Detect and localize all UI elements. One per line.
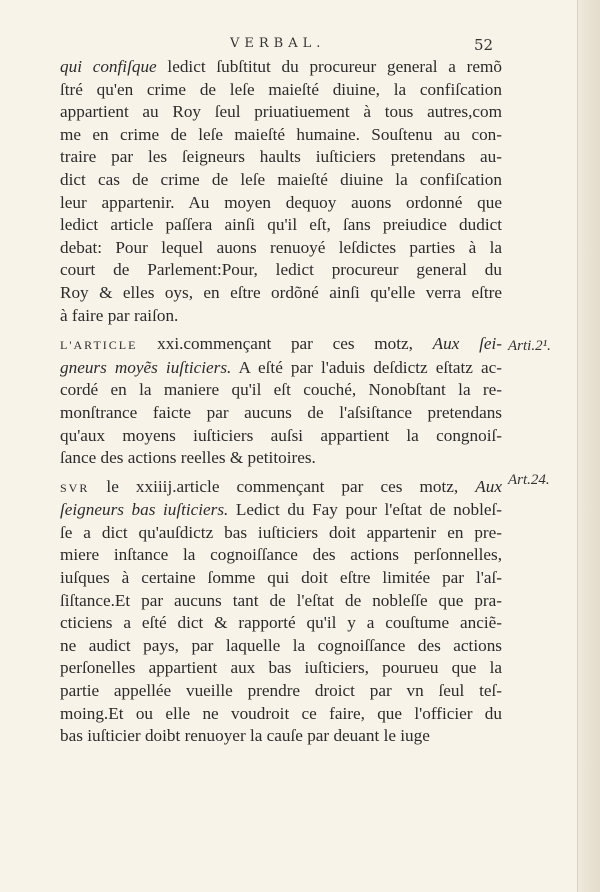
text-segment: Aux <box>475 476 502 496</box>
text-segment: me en crime de leſe maieſté humaine. Souſtenu au con- <box>60 124 502 144</box>
text-line <box>60 146 502 169</box>
margin-note-article-24: Art.24. <box>508 472 550 488</box>
text-line <box>60 657 502 680</box>
text-line <box>60 522 502 545</box>
text-line <box>60 192 502 215</box>
text-segment: appartient au Roy ſeul priuatiuement à tous autres,com <box>60 102 502 122</box>
text-segment: xxi.commençant par ces motz, <box>137 334 433 354</box>
text-segment: miere inſtance la cognoiſſance des actions perſonnelles, <box>60 545 502 565</box>
text-segment: qu'aux moyens iuſticiers auſsi appartient la congnoiſ- <box>60 425 502 445</box>
text-line <box>60 282 502 305</box>
text-segment: cordé en la maniere qu'il eſt couché, Nonobſtant la re- <box>60 380 502 400</box>
text-line <box>60 402 502 425</box>
text-segment: iuſques à certaine ſomme qui doit eſtre limitée par l'aſ- <box>60 568 502 588</box>
text-segment: Ledict du Fay pour l'eſtat de nobleſ- <box>228 500 502 520</box>
margin-note-article-21: Arti.2¹. <box>508 338 551 354</box>
text-segment: ſtré qu'en crime de leſe maieſté diuine, la confiſcation <box>60 79 502 99</box>
text-line <box>60 680 502 703</box>
text-segment: ledict ſubſtitut du procureur general a remõ <box>156 57 502 76</box>
text-segment: debat: Pour lequel auons renuoyé leſdictes parties à la <box>60 237 502 257</box>
text-segment: traire par les ſeigneurs haults iuſticiers pretendans au- <box>60 147 502 167</box>
text-segment: Aux ſei- <box>432 334 502 354</box>
text-line <box>60 499 502 522</box>
text-line <box>60 169 502 192</box>
text-line <box>60 124 502 147</box>
text-segment: court de Parlement:Pour, ledict procureur general du <box>60 260 502 280</box>
paragraph <box>60 333 502 470</box>
text-segment: à faire par raiſon. <box>60 305 179 325</box>
text-line <box>60 447 502 470</box>
running-header: VERBAL. <box>230 36 326 51</box>
text-line <box>60 237 502 260</box>
text-segment: le xxiiij.article commençant par ces motz, <box>89 476 476 496</box>
text-segment: dict cas de crime de leſe maieſté diuine la confiſcation <box>60 169 502 189</box>
paragraph <box>60 476 502 748</box>
text-segment: qui confiſque <box>60 57 157 76</box>
text-line <box>60 567 502 590</box>
text-line <box>60 259 502 282</box>
text-line <box>60 101 502 124</box>
text-line <box>60 703 502 726</box>
text-segment: A eſté par l'aduis deſdictz eſtatz ac- <box>231 357 502 377</box>
text-line <box>60 79 502 102</box>
text-segment: monſtrance faicte par aucuns de l'aſsiſtance pretendans <box>60 402 502 422</box>
text-segment: Roy & elles oys, en eſtre ordõné ainſi qu'elle verra eſtre <box>60 282 502 302</box>
text-line <box>60 379 502 402</box>
text-line <box>60 214 502 237</box>
text-segment: gneurs moyẽs iuſticiers. <box>60 357 232 377</box>
page-edge <box>577 0 600 892</box>
text-line <box>60 725 502 748</box>
paragraph <box>60 56 502 327</box>
page-number: 52 <box>474 36 494 54</box>
text-line <box>60 544 502 567</box>
text-segment: ſiſtance.Et par aucuns tant de l'eſtat de nobleſſe que pra- <box>60 590 502 610</box>
text-segment: cticiens a eſté dict & rapporté qu'il y a couſtume anciẽ- <box>60 613 502 633</box>
text-segment: ſance des actions reelles & petitoires. <box>60 448 316 468</box>
text-segment: L'ARTICLE <box>60 338 138 353</box>
text-segment: ſe a dict qu'auſdictz bas iuſticiers doit appartenir en pre- <box>60 522 502 542</box>
text-line <box>60 333 502 357</box>
text-segment: ledict article paſſera ainſi qu'il eſt, ſans preiudice dudict <box>60 215 502 235</box>
text-segment: bas iuſticier doibt renuoyer la cauſe par deuant le iuge <box>60 726 430 746</box>
text-segment: ne audict pays, par laquelle la cognoiſſance des actions <box>60 635 502 655</box>
text-line <box>60 612 502 635</box>
text-line <box>60 635 502 658</box>
text-line <box>60 425 502 448</box>
text-segment: SVR <box>60 480 90 495</box>
text-line <box>60 305 502 328</box>
body-text <box>60 56 502 748</box>
text-line <box>60 357 502 380</box>
text-segment: partie appellée vueille prendre droict par vn ſeul teſ- <box>60 681 502 701</box>
text-segment: moing.Et ou elle ne voudroit ce faire, que l'officier du <box>60 703 502 723</box>
text-line <box>60 590 502 613</box>
text-segment: ſeigneurs bas iuſticiers. <box>60 500 229 520</box>
text-line <box>60 56 502 79</box>
text-segment: perſonelles appartient aux bas iuſticiers, pourueu que la <box>60 658 502 678</box>
text-segment: leur appartenir. Au moyen dequoy auons ordonné que <box>60 192 502 212</box>
text-line <box>60 476 502 500</box>
